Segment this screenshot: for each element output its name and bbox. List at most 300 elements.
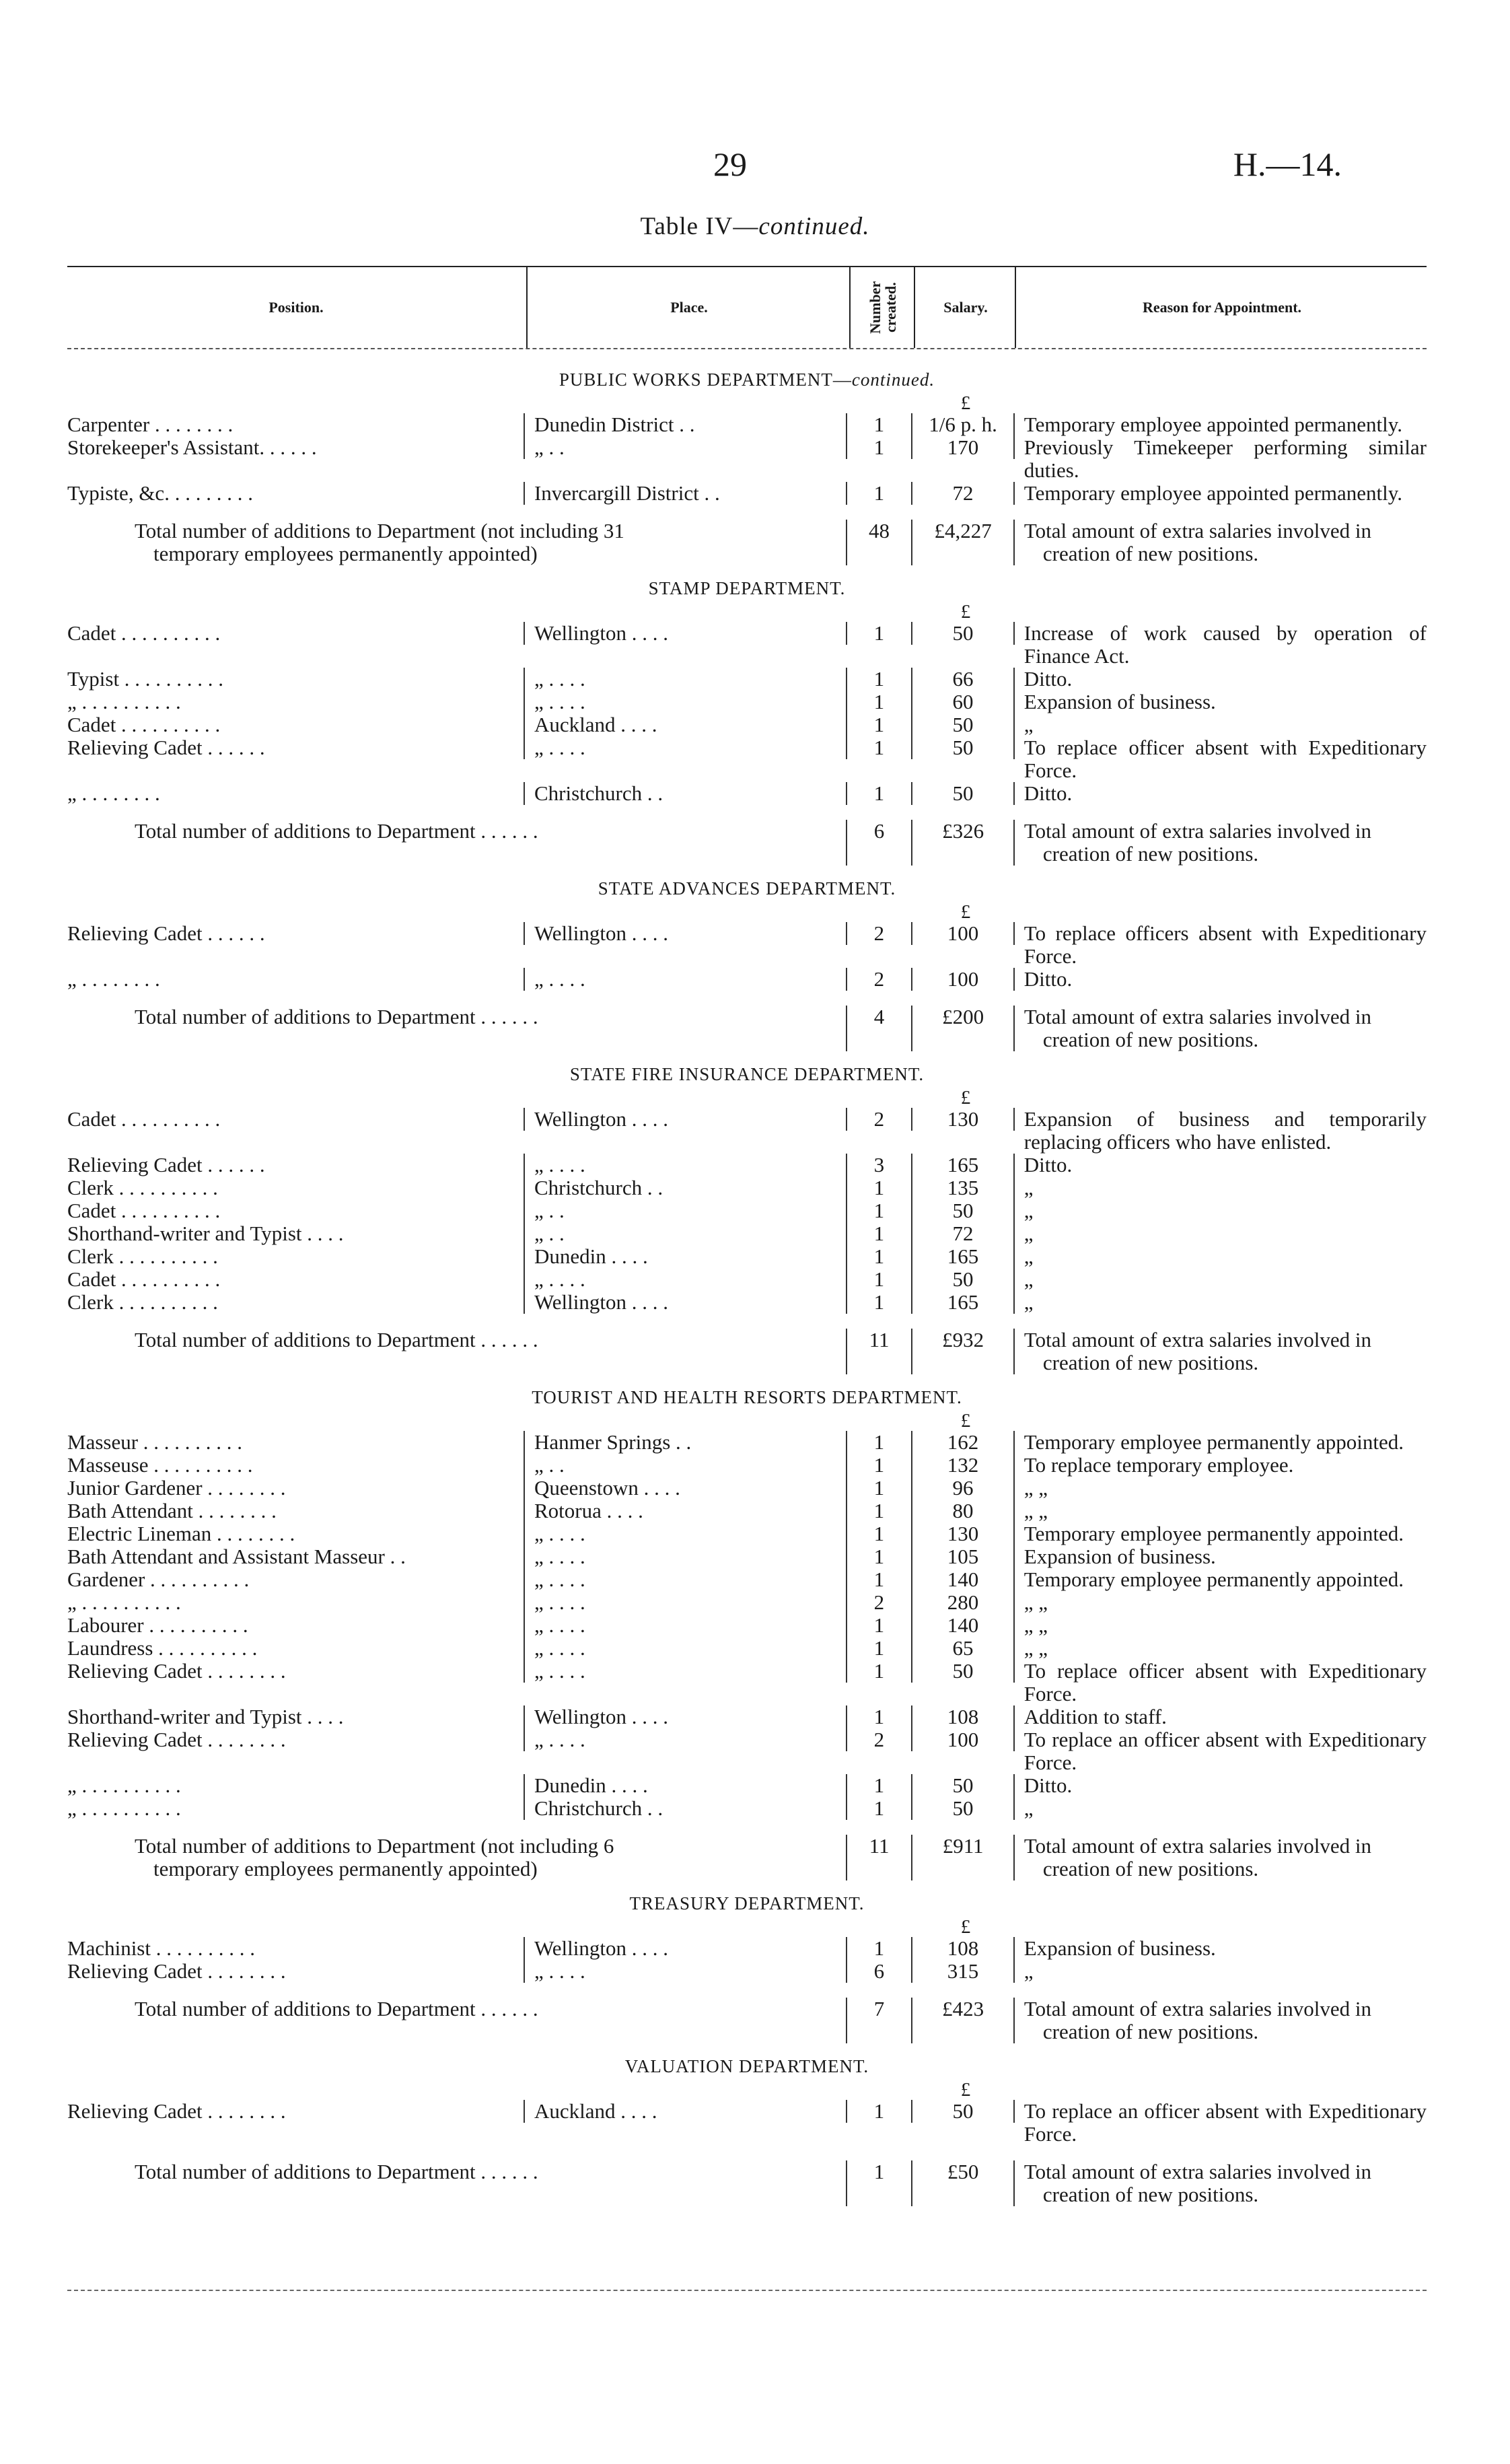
total-row [67,1998,1427,2043]
number-cell: 1 [846,1176,913,1199]
number-cell: 1 [846,413,913,436]
table-title-main: Table IV— [640,213,759,240]
salary-cell: 100 [912,968,1015,991]
table-row [67,922,1427,968]
total-label-line: Total number of additions to Department . . . . . . [135,819,538,843]
total-reason [1015,1998,1427,2043]
number-cell: 1 [846,622,913,645]
total-number: 48 [846,520,913,565]
number-cell: 1 [846,668,913,691]
total-label-line: Total number of additions to Department (not including 6 [135,1834,614,1858]
number-cell: 1 [846,1705,913,1728]
place-cell: „ . . . . [524,736,846,759]
reason-cell: Ditto. [1023,967,1073,991]
salary-cell: 50 [912,1268,1015,1291]
place-cell: Wellington . . . . [524,1108,846,1131]
total-reason-line: Total amount of extra salaries involved in [1023,1834,1371,1858]
total-reason-line: creation of new positions. [1042,542,1259,565]
place-cell: Christchurch . . [524,782,846,805]
place-cell: Rotorua . . . . [524,1500,846,1522]
salary-cell: 72 [912,1222,1015,1245]
table-row [67,1614,1427,1637]
table-row [67,622,1427,668]
column-header-salary: Salary. [914,267,1016,348]
reason-cell: Previously Timekeeper performing similar duties. [1023,435,1427,482]
salary-cell: 280 [912,1591,1015,1614]
table-row [67,1728,1427,1774]
salary-cell: 130 [912,1522,1015,1545]
position-cell: Relieving Cadet . . . . . . . . [67,1660,286,1683]
table-row [67,1797,1427,1820]
salary-cell: 60 [912,691,1015,713]
place-cell: Wellington . . . . [524,1705,846,1728]
column-header-reason: Reason for Appointment. [1015,267,1428,348]
table-row [67,691,1427,713]
table-row [67,2100,1427,2146]
table-row [67,713,1427,736]
position-cell: „ . . . . . . . . . . [67,691,181,713]
total-reason-line: Total amount of extra salaries involved in [1023,2160,1371,2183]
number-cell: 1 [846,1614,913,1637]
position-cell: Labourer . . . . . . . . . . [67,1614,248,1637]
position-cell: Cadet . . . . . . . . . . [67,713,221,736]
place-cell: „ . . . . [524,1591,846,1614]
total-label-line: Total number of additions to Department (not including 31 [135,519,624,542]
total-reason [1015,2160,1427,2206]
page-header [0,145,1510,192]
section-title: STAMP DEPARTMENT. [648,578,846,598]
salary-cell: 108 [912,1937,1015,1960]
place-cell: „ . . . . [524,1728,846,1751]
place-cell: „ . . [524,436,846,459]
total-reason-line: creation of new positions. [1042,1028,1259,1051]
salary-cell: 162 [912,1431,1015,1454]
place-cell: Christchurch . . [524,1797,846,1820]
reason-cell: „ [1023,1199,1034,1222]
position-cell: Masseuse . . . . . . . . . . [67,1454,253,1477]
table-row [67,1937,1427,1960]
reason-cell: To replace an officer absent with Expeditionary Force. [1023,1728,1427,1774]
place-cell: „ . . . . [524,1268,846,1291]
currency-marker-row [67,1917,1427,1937]
position-cell: „ . . . . . . . . . . [67,1797,181,1820]
position-cell: Shorthand-writer and Typist . . . . [67,1222,344,1245]
position-cell: Cadet . . . . . . . . . . [67,622,221,645]
number-cell: 1 [846,1291,913,1314]
place-cell: „ . . . . [524,1637,846,1660]
total-label [67,520,846,565]
number-cell: 1 [846,1222,913,1245]
total-reason [1015,520,1427,565]
total-label-line: Total number of additions to Department . . . . . . [135,1997,538,2020]
position-cell: Clerk . . . . . . . . . . [67,1245,218,1268]
total-salary: £911 [912,1835,1015,1880]
number-cell: 1 [846,691,913,713]
section-heading [67,875,1427,902]
section-title: TREASURY DEPARTMENT. [629,1893,865,1913]
position-cell: Electric Lineman . . . . . . . . [67,1522,295,1545]
number-cell: 1 [846,1199,913,1222]
total-salary: £932 [912,1329,1015,1374]
table-row [67,1522,1427,1545]
place-cell: Wellington . . . . [524,1291,846,1314]
table-row [67,668,1427,691]
total-label [67,820,846,843]
section-title: STATE FIRE INSURANCE DEPARTMENT. [569,1064,925,1084]
reason-cell: Temporary employee permanently appointed. [1023,1522,1404,1545]
position-cell: Bath Attendant and Assistant Masseur . . [67,1545,406,1568]
salary-cell: 50 [912,622,1015,645]
reason-cell: „ „ [1023,1499,1048,1522]
total-label [67,1006,846,1028]
reason-cell: Expansion of business. [1023,1936,1216,1960]
total-label-line: Total number of additions to Department . . . . . . [135,1328,538,1351]
total-row [67,1329,1427,1374]
currency-marker-row [67,1088,1427,1108]
reason-cell: Increase of work caused by operation of Finance Act. [1023,621,1427,668]
total-reason-line: creation of new positions. [1042,1351,1259,1374]
table-row [67,1154,1427,1176]
position-cell: Shorthand-writer and Typist . . . . [67,1705,344,1728]
appointments-table [67,357,1427,2206]
total-number: 7 [846,1998,913,2043]
reason-cell: „ [1023,1244,1034,1268]
currency-marker: £ [960,1916,971,1938]
document-reference: H.—14. [1233,145,1342,183]
reason-cell: „ [1023,1176,1034,1199]
position-cell: Bath Attendant . . . . . . . . [67,1500,277,1522]
salary-cell: 130 [912,1108,1015,1131]
salary-cell: 50 [912,782,1015,805]
total-reason-line: Total amount of extra salaries involved in [1023,519,1371,542]
position-cell: Relieving Cadet . . . . . . [67,736,265,759]
salary-cell: 50 [912,1199,1015,1222]
salary-cell: 1/6 p. h. [912,413,1015,436]
table-row [67,1705,1427,1728]
place-cell: Hanmer Springs . . [524,1431,846,1454]
total-label [67,2160,846,2183]
place-cell: Dunedin District . . [524,413,846,436]
total-reason-line: Total amount of extra salaries involved in [1023,1997,1371,2020]
position-cell: Gardener . . . . . . . . . . [67,1568,250,1591]
total-row [67,820,1427,866]
total-number: 4 [846,1006,913,1051]
number-cell: 2 [846,1108,913,1131]
reason-cell: „ [1023,1959,1034,1983]
section-heading [67,575,1427,602]
reason-cell: Temporary employee permanently appointed. [1023,1430,1404,1454]
place-cell: „ . . . . [524,691,846,713]
currency-marker-row [67,393,1427,413]
position-cell: Cadet . . . . . . . . . . [67,1199,221,1222]
total-label-line: Total number of additions to Department . . . . . . [135,2160,538,2183]
number-cell: 1 [846,436,913,459]
number-cell: 1 [846,1660,913,1683]
number-cell: 3 [846,1154,913,1176]
salary-cell: 96 [912,1477,1015,1500]
currency-marker: £ [960,1087,971,1108]
number-cell: 1 [846,782,913,805]
column-header-number: Number created. [849,267,915,348]
reason-cell: „ [1023,713,1034,736]
position-cell: Relieving Cadet . . . . . . [67,922,265,945]
number-cell: 1 [846,1774,913,1797]
place-cell: „ . . . . [524,1568,846,1591]
reason-cell: „ „ [1023,1590,1048,1614]
salary-cell: 66 [912,668,1015,691]
place-cell: „ . . . . [524,968,846,991]
position-cell: Relieving Cadet . . . . . . . . [67,2100,286,2123]
total-reason-line: creation of new positions. [1042,842,1259,866]
currency-marker: £ [960,601,971,623]
table-row [67,736,1427,782]
reason-cell: Ditto. [1023,1153,1073,1176]
place-cell: Wellington . . . . [524,622,846,645]
table-row [67,1591,1427,1614]
total-label [67,1329,846,1351]
number-cell: 1 [846,736,913,759]
currency-marker-row [67,1411,1427,1431]
total-row [67,520,1427,565]
salary-cell: 50 [912,1660,1015,1683]
table-row [67,782,1427,805]
total-row [67,1006,1427,1051]
currency-marker-row [67,2080,1427,2100]
number-cell: 1 [846,1545,913,1568]
place-cell: „ . . . . [524,1154,846,1176]
reason-cell: Expansion of business. [1023,690,1216,713]
column-headers [67,266,1427,349]
reason-cell: Expansion of business. [1023,1545,1216,1568]
currency-marker: £ [960,2079,971,2101]
salary-cell: 140 [912,1614,1015,1637]
place-cell: „ . . . . [524,1660,846,1683]
total-number: 1 [846,2160,913,2206]
position-cell: „ . . . . . . . . [67,968,160,991]
number-cell: 2 [846,1728,913,1751]
table-title-italic: continued. [758,213,870,240]
place-cell: „ . . [524,1454,846,1477]
salary-cell: 50 [912,2100,1015,2123]
currency-marker: £ [960,392,971,414]
position-cell: Storekeeper's Assistant. . . . . . [67,436,317,459]
table-row [67,1245,1427,1268]
place-cell: „ . . [524,1222,846,1245]
position-cell: Junior Gardener . . . . . . . . [67,1477,286,1500]
position-cell: Cadet . . . . . . . . . . [67,1268,221,1291]
table-row [67,1222,1427,1245]
reason-cell: „ [1023,1222,1034,1245]
table-row [67,1199,1427,1222]
salary-cell: 50 [912,1797,1015,1820]
number-cell: 1 [846,1268,913,1291]
number-cell: 1 [846,1568,913,1591]
salary-cell: 50 [912,713,1015,736]
table-row [67,1431,1427,1454]
table-row [67,1108,1427,1154]
section-heading [67,366,1427,393]
number-cell: 1 [846,1431,913,1454]
table-row [67,1660,1427,1705]
position-cell: Clerk . . . . . . . . . . [67,1291,218,1314]
number-cell: 1 [846,1637,913,1660]
place-cell: „ . . . . [524,1614,846,1637]
currency-marker: £ [960,901,971,923]
total-reason-line: Total amount of extra salaries involved in [1023,1005,1371,1028]
section-title: PUBLIC WORKS DEPARTMENT— [559,369,852,390]
salary-cell: 135 [912,1176,1015,1199]
reason-cell: „ „ [1023,1476,1048,1500]
total-reason-line: creation of new positions. [1042,1857,1259,1880]
reason-cell: Ditto. [1023,667,1073,691]
total-number: 6 [846,820,913,866]
table-row [67,1774,1427,1797]
section-title: VALUATION DEPARTMENT. [624,2056,869,2076]
table-title [0,212,1510,241]
table-row [67,1291,1427,1314]
total-reason [1015,1329,1427,1374]
table-row [67,1454,1427,1477]
reason-cell: Temporary employee permanently appointed. [1023,1568,1404,1591]
salary-cell: 140 [912,1568,1015,1591]
section-heading [67,2053,1427,2080]
salary-cell: 105 [912,1545,1015,1568]
table-row [67,1545,1427,1568]
number-cell: 1 [846,2100,913,2123]
total-salary: £200 [912,1006,1015,1051]
position-cell: Relieving Cadet . . . . . . . . [67,1728,286,1751]
section-title-italic: continued. [851,369,935,390]
position-cell: „ . . . . . . . . . . [67,1774,181,1797]
reason-cell: Ditto. [1023,1773,1073,1797]
salary-cell: 315 [912,1960,1015,1983]
reason-cell: Ditto. [1023,781,1073,805]
bottom-rule [67,2290,1427,2291]
number-cell: 2 [846,1591,913,1614]
total-reason-line: Total amount of extra salaries involved in [1023,1328,1371,1351]
position-cell: Masseur . . . . . . . . . . [67,1431,243,1454]
number-cell: 1 [846,1245,913,1268]
reason-cell: „ [1023,1796,1034,1820]
table-row [67,413,1427,436]
number-cell: 1 [846,1500,913,1522]
total-reason-line: creation of new positions. [1042,2020,1259,2043]
place-cell: Dunedin . . . . [524,1245,846,1268]
salary-cell: 80 [912,1500,1015,1522]
reason-cell: „ [1023,1290,1034,1314]
salary-cell: 100 [912,1728,1015,1751]
table-row [67,1960,1427,1983]
number-cell: 1 [846,1937,913,1960]
place-cell: Wellington . . . . [524,1937,846,1960]
place-cell: „ . . . . [524,1960,846,1983]
reason-cell: Temporary employee appointed permanently. [1023,413,1403,436]
place-cell: „ . . . . [524,668,846,691]
total-reason [1015,820,1427,866]
position-cell: Typist . . . . . . . . . . [67,668,224,691]
total-reason-line: Total amount of extra salaries involved in [1023,819,1371,843]
salary-cell: 50 [912,736,1015,759]
total-salary: £326 [912,820,1015,866]
total-label [67,1998,846,2020]
salary-cell: 65 [912,1637,1015,1660]
number-cell: 1 [846,713,913,736]
table-row [67,1176,1427,1199]
place-cell: Wellington . . . . [524,922,846,945]
section-heading [67,1384,1427,1411]
place-cell: „ . . [524,1199,846,1222]
number-cell: 1 [846,1522,913,1545]
place-cell: Invercargill District . . [524,482,846,505]
reason-cell: To replace officer absent with Expeditionary Force. [1023,1659,1427,1705]
position-cell: Carpenter . . . . . . . . [67,413,233,436]
column-header-position: Position. [268,299,324,316]
salary-cell: 72 [912,482,1015,505]
salary-cell: 132 [912,1454,1015,1477]
salary-cell: 50 [912,1774,1015,1797]
total-reason [1015,1006,1427,1051]
number-cell: 1 [846,482,913,505]
page-number: 29 [713,145,747,183]
section-heading [67,1061,1427,1088]
position-cell: Laundress . . . . . . . . . . [67,1637,258,1660]
reason-cell: To replace officer absent with Expeditionary Force. [1023,736,1427,782]
total-salary: £50 [912,2160,1015,2206]
total-salary: £4,227 [912,520,1015,565]
total-number: 11 [846,1835,913,1880]
position-cell: Cadet . . . . . . . . . . [67,1108,221,1131]
salary-cell: 165 [912,1154,1015,1176]
total-label-line: temporary employees permanently appointed) [153,1857,538,1880]
reason-cell: „ „ [1023,1613,1048,1637]
salary-cell: 108 [912,1705,1015,1728]
salary-cell: 170 [912,436,1015,459]
position-cell: Relieving Cadet . . . . . . [67,1154,265,1176]
position-cell: Relieving Cadet . . . . . . . . [67,1960,286,1983]
place-cell: „ . . . . [524,1522,846,1545]
total-reason-line: creation of new positions. [1042,2183,1259,2206]
currency-marker: £ [960,1410,971,1432]
number-cell: 2 [846,968,913,991]
number-cell: 1 [846,1477,913,1500]
reason-cell: To replace an officer absent with Expeditionary Force. [1023,2099,1427,2146]
place-cell: Auckland . . . . [524,713,846,736]
position-cell: „ . . . . . . . . [67,782,160,805]
reason-cell: Expansion of business and temporarily replacing officers who have enlisted. [1023,1107,1427,1154]
reason-cell: „ [1023,1267,1034,1291]
total-row [67,1835,1427,1880]
number-cell: 1 [846,1797,913,1820]
currency-marker-row [67,602,1427,622]
total-label-line: temporary employees permanently appointed) [153,542,538,565]
reason-cell: Temporary employee appointed permanently. [1023,481,1403,505]
position-cell: Typiste, &c. . . . . . . . . [67,482,253,505]
table-row [67,968,1427,991]
position-cell: „ . . . . . . . . . . [67,1591,181,1614]
place-cell: „ . . . . [524,1545,846,1568]
table-row [67,1500,1427,1522]
place-cell: Dunedin . . . . [524,1774,846,1797]
place-cell: Auckland . . . . [524,2100,846,2123]
table-row [67,436,1427,482]
table-row [67,482,1427,505]
place-cell: Queenstown . . . . [524,1477,846,1500]
position-cell: Clerk . . . . . . . . . . [67,1176,218,1199]
total-row [67,2160,1427,2206]
total-salary: £423 [912,1998,1015,2043]
reason-cell: To replace temporary employee. [1023,1453,1294,1477]
total-label-line: Total number of additions to Department . . . . . . [135,1005,538,1028]
